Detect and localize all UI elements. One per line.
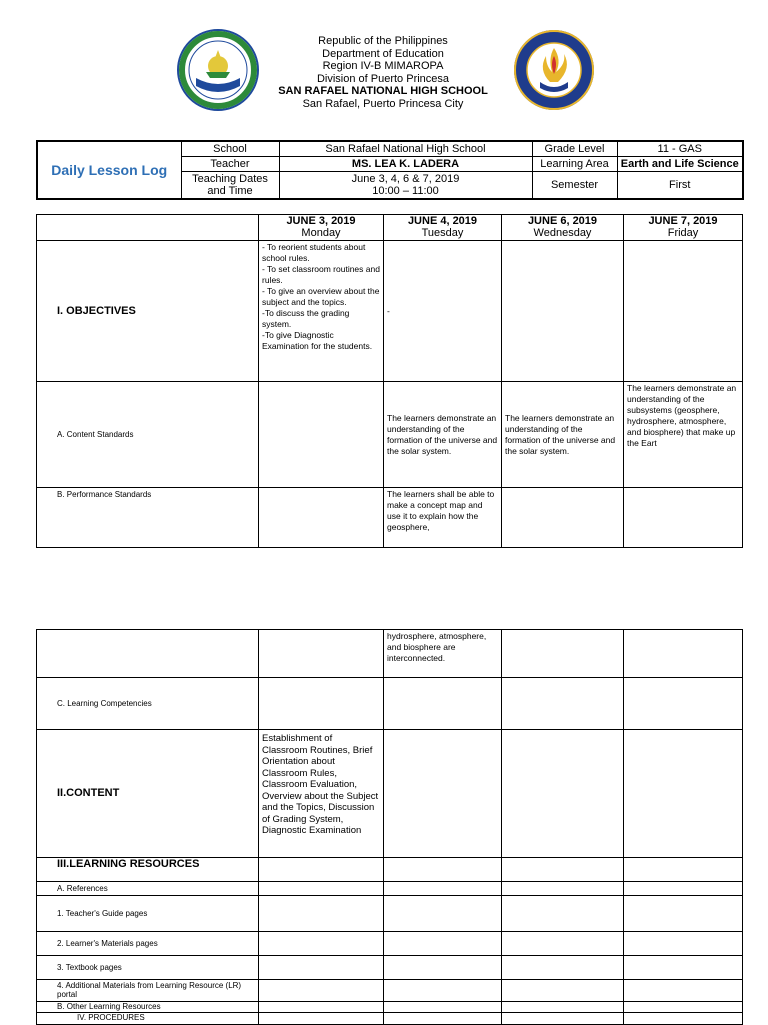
empty-cell bbox=[259, 932, 384, 956]
grade-value: 11 - GAS bbox=[617, 141, 743, 157]
content-standards-monday bbox=[259, 382, 384, 488]
empty-cell bbox=[502, 1002, 624, 1013]
learning-competencies-friday bbox=[624, 678, 743, 730]
lesson-info-table bbox=[36, 140, 744, 200]
empty-cell bbox=[624, 882, 743, 896]
objectives-wednesday bbox=[502, 241, 624, 382]
additional-materials-label: 4. Additional Materials from Learning Resource (LR) portal bbox=[37, 980, 259, 1002]
empty-cell bbox=[384, 882, 502, 896]
day-header bbox=[624, 215, 743, 241]
school-label: School bbox=[181, 141, 279, 157]
content-standards-label: A. Content Standards bbox=[37, 382, 259, 488]
performance-standards-monday bbox=[259, 488, 384, 548]
day-header bbox=[384, 215, 502, 241]
area-label: Learning Area bbox=[532, 157, 617, 172]
performance-standards-cont-monday bbox=[259, 630, 384, 678]
semester-label: Semester bbox=[532, 172, 617, 200]
content-monday: Establishment of Classroom Routines, Brief Orientation about Classroom Rules, Classroom Evaluation, Overview about the Subject and the Topics, Discussion of Grading System, Diagnostic Examination bbox=[259, 730, 384, 858]
day-name: Friday bbox=[667, 227, 699, 239]
empty-cell bbox=[259, 956, 384, 980]
empty-cell bbox=[259, 1002, 384, 1013]
daily-lesson-log-title: Daily Lesson Log bbox=[37, 141, 181, 199]
empty-cell bbox=[624, 980, 743, 1002]
content-standards-wednesday: The learners demonstrate an understanding of the formation of the universe and the solar system. bbox=[502, 382, 624, 488]
day-name: Tuesday bbox=[421, 227, 464, 239]
content-tuesday bbox=[384, 730, 502, 858]
empty-cell bbox=[624, 1013, 743, 1025]
resources-tuesday bbox=[384, 858, 502, 882]
performance-standards-cont-tuesday: hydrosphere, atmosphere, and biosphere are interconnected. bbox=[384, 630, 502, 678]
resources-friday bbox=[624, 858, 743, 882]
resources-monday bbox=[259, 858, 384, 882]
objectives-friday bbox=[624, 241, 743, 382]
school-address: San Rafael, Puerto Princesa City bbox=[302, 97, 464, 110]
corner-cell bbox=[37, 215, 259, 241]
school-seal-icon bbox=[176, 28, 260, 112]
procedures-label: IV. PROCEDURES bbox=[37, 1013, 259, 1025]
grade-label: Grade Level bbox=[532, 141, 617, 157]
day-header bbox=[259, 215, 384, 241]
performance-standards-cont-wednesday bbox=[502, 630, 624, 678]
header-line: Division of Puerto Princesa bbox=[316, 72, 450, 85]
dates-value bbox=[279, 172, 532, 200]
lesson-log-table-1 bbox=[36, 214, 743, 548]
empty-cell bbox=[502, 896, 624, 932]
empty-cell bbox=[502, 932, 624, 956]
deped-division-seal-icon bbox=[512, 28, 596, 112]
objectives-tuesday: - bbox=[384, 241, 502, 382]
school-value: San Rafael National High School bbox=[279, 141, 532, 157]
empty-cell bbox=[259, 882, 384, 896]
learners-materials-label: 2. Learner's Materials pages bbox=[37, 932, 259, 956]
content-standards-friday: The learners demonstrate an understanding of the subsystems (geosphere, hydrosphere, atmosphere, and biosphere) that make up the Eart bbox=[624, 382, 743, 488]
references-label: A. References bbox=[37, 882, 259, 896]
empty-cell bbox=[384, 932, 502, 956]
area-value: Earth and Life Science bbox=[617, 157, 743, 172]
performance-standards-label: B. Performance Standards bbox=[37, 488, 259, 548]
empty-cell bbox=[502, 956, 624, 980]
objectives-monday: - To reorient students about school rules. - To set classroom routines and rules. - To give an overview about the subject and the topics. -To discuss the grading system. -To give Diagnostic Examination for the students. bbox=[259, 241, 384, 382]
empty-cell bbox=[624, 1002, 743, 1013]
resources-wednesday bbox=[502, 858, 624, 882]
learning-competencies-monday bbox=[259, 678, 384, 730]
performance-standards-friday bbox=[624, 488, 743, 548]
semester-value: First bbox=[617, 172, 743, 200]
objectives-label: I. OBJECTIVES bbox=[37, 241, 259, 382]
day-date: JUNE 3, 2019 bbox=[286, 215, 356, 227]
textbook-pages-label: 3. Textbook pages bbox=[37, 956, 259, 980]
content-friday bbox=[624, 730, 743, 858]
content-label: II.CONTENT bbox=[37, 730, 259, 858]
day-name: Wednesday bbox=[533, 227, 592, 239]
day-header bbox=[502, 215, 624, 241]
content-standards-tuesday: The learners demonstrate an understanding of the formation of the universe and the solar system. bbox=[384, 382, 502, 488]
header-line: Region IV-B MIMAROPA bbox=[322, 60, 444, 72]
empty-cell bbox=[259, 1013, 384, 1025]
empty-cell bbox=[502, 980, 624, 1002]
empty-cell bbox=[502, 1013, 624, 1025]
teachers-guide-label: 1. Teacher's Guide pages bbox=[37, 896, 259, 932]
day-date: JUNE 4, 2019 bbox=[407, 215, 478, 227]
empty-cell bbox=[624, 956, 743, 980]
empty-cell bbox=[259, 980, 384, 1002]
day-date: JUNE 7, 2019 bbox=[648, 215, 718, 227]
learning-resources-label: III.LEARNING RESOURCES bbox=[37, 858, 259, 882]
empty-cell bbox=[384, 1013, 502, 1025]
empty-cell bbox=[624, 896, 743, 932]
header-line: Department of Education bbox=[322, 47, 444, 60]
learning-competencies-label: C. Learning Competencies bbox=[37, 678, 259, 730]
performance-standards-tuesday: The learners shall be able to make a concept map and use it to explain how the geosphere, bbox=[384, 488, 502, 548]
other-resources-label: B. Other Learning Resources bbox=[37, 1002, 259, 1013]
header-line: Republic of the Philippines bbox=[318, 35, 448, 47]
empty-cell bbox=[259, 896, 384, 932]
lesson-log-table-2 bbox=[36, 629, 743, 1025]
content-wednesday bbox=[502, 730, 624, 858]
empty-cell bbox=[384, 1002, 502, 1013]
performance-standards-wednesday bbox=[502, 488, 624, 548]
performance-standards-cont-label bbox=[37, 630, 259, 678]
time-text: 10:00 – 11:00 bbox=[372, 185, 439, 197]
teacher-value: MS. LEA K. LADERA bbox=[279, 157, 532, 172]
dates-label: Teaching Dates and Time bbox=[181, 172, 279, 200]
performance-standards-cont-friday bbox=[624, 630, 743, 678]
learning-competencies-tuesday bbox=[384, 678, 502, 730]
teacher-label: Teacher bbox=[181, 157, 279, 172]
empty-cell bbox=[384, 980, 502, 1002]
day-name: Monday bbox=[301, 227, 341, 239]
day-date: JUNE 6, 2019 bbox=[527, 215, 598, 227]
empty-cell bbox=[384, 896, 502, 932]
empty-cell bbox=[384, 956, 502, 980]
school-name: SAN RAFAEL NATIONAL HIGH SCHOOL bbox=[278, 85, 488, 97]
learning-competencies-wednesday bbox=[502, 678, 624, 730]
empty-cell bbox=[624, 932, 743, 956]
empty-cell bbox=[502, 882, 624, 896]
dates-text: June 3, 4, 6 & 7, 2019 bbox=[351, 173, 460, 185]
school-header bbox=[250, 35, 516, 110]
